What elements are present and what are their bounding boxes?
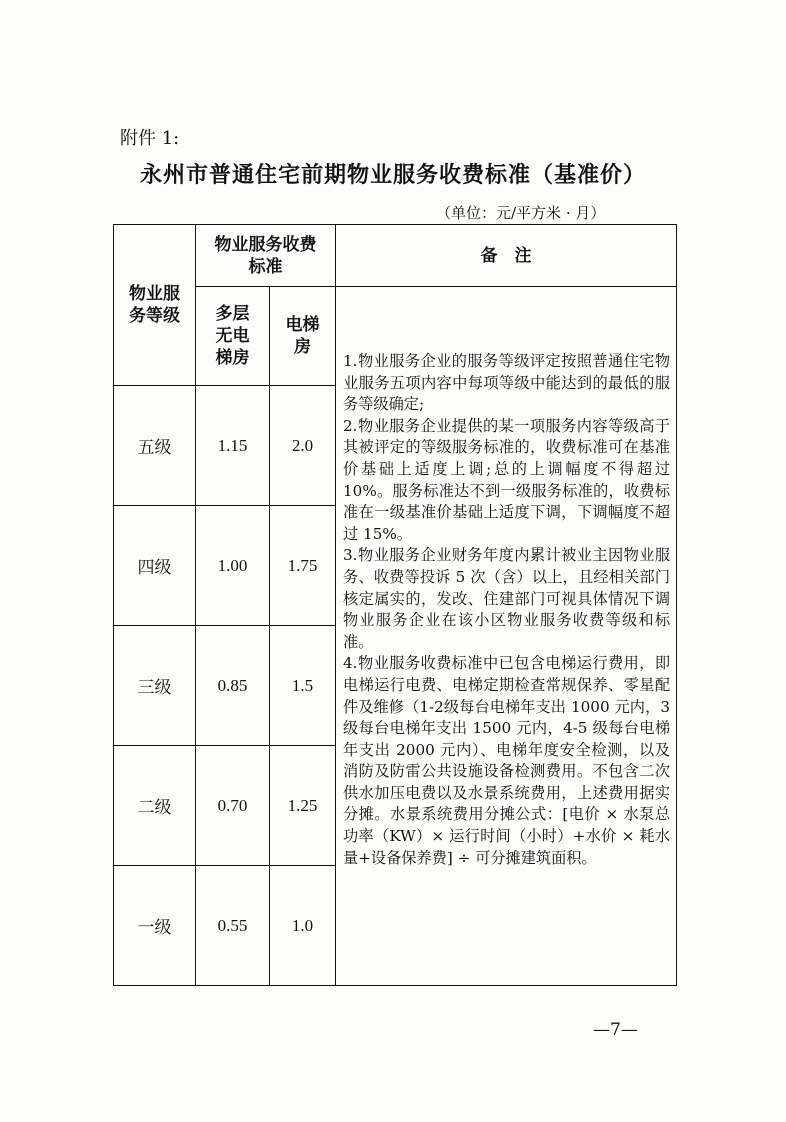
level-cell: 五级 <box>114 386 196 506</box>
fee-standard-table <box>113 224 677 986</box>
level-cell: 四级 <box>114 506 196 626</box>
level-cell: 二级 <box>114 746 196 866</box>
multi-fee-cell: 1.15 <box>196 386 270 506</box>
header-service-level: 物业服务等级 <box>114 225 196 386</box>
unit-label: （单位：元/平方米 · 月） <box>436 204 606 222</box>
multi-fee-cell: 1.00 <box>196 506 270 626</box>
header-elevator: 电梯房 <box>270 287 336 386</box>
elevator-fee-cell: 1.5 <box>270 626 336 746</box>
header-multi-storey: 多层无电梯房 <box>196 287 270 386</box>
multi-fee-cell: 0.55 <box>196 866 270 986</box>
header-fee-standard: 物业服务收费标准 <box>196 225 336 287</box>
page-number: —7— <box>593 1020 638 1040</box>
notes-cell <box>336 287 677 986</box>
elevator-fee-cell: 1.0 <box>270 866 336 986</box>
header-notes: 备 注 <box>336 225 677 287</box>
level-cell: 三级 <box>114 626 196 746</box>
document-title: 永州市普通住宅前期物业服务收费标准（基准价） <box>139 162 646 188</box>
note-3: 3.物业服务企业财务年度内累计被业主因物业服务、收费等投诉 5 次（含）以上，且经相关部门核定属实的，发改、住建部门可视具体情况下调物业服务企业在该小区物业服务收费等级和标准。 <box>343 546 671 651</box>
elevator-fee-cell: 2.0 <box>270 386 336 506</box>
elevator-fee-cell: 1.75 <box>270 506 336 626</box>
note-2: 2.物业服务企业提供的某一项服务内容等级高于其被评定的等级服务标准的，收费标准可在基准价基础上适度上调;总的上调幅度不得超过10%。服务标准达不到一级服务标准的，收费标准在一级基准价基础上适度下调，下调幅度不超过 15%。 <box>343 416 671 543</box>
elevator-fee-cell: 1.25 <box>270 746 336 866</box>
multi-fee-cell: 0.70 <box>196 746 270 866</box>
level-cell: 一级 <box>114 866 196 986</box>
note-1: 1.物业服务企业的服务等级评定按照普通住宅物业服务五项内容中每项等级中能达到的最低的服务等级确定; <box>343 352 671 414</box>
attachment-label: 附件 1: <box>120 128 180 149</box>
note-4: 4.物业服务收费标准中已包含电梯运行费用，即电梯运行电费、电梯定期检查常规保养、零星配件及维修（1-2级每台电梯年支出 1000 元内，3 级每台电梯年支出 1500 元内，4-5 级每台电梯年支出 2000 元内）、电梯年度安全检测，以及消防及防雷公共设施设备检测费用。不包含二次供水加压电费以及水景系统费用，上述费用据实分摊。水景系统费用分摊公式：[电价 × 水泵总功率（KW）× 运行时间（小时）+水价 × 耗水量+设备保养费] ÷ 可分摊建筑面积。 <box>343 654 671 867</box>
multi-fee-cell: 0.85 <box>196 626 270 746</box>
